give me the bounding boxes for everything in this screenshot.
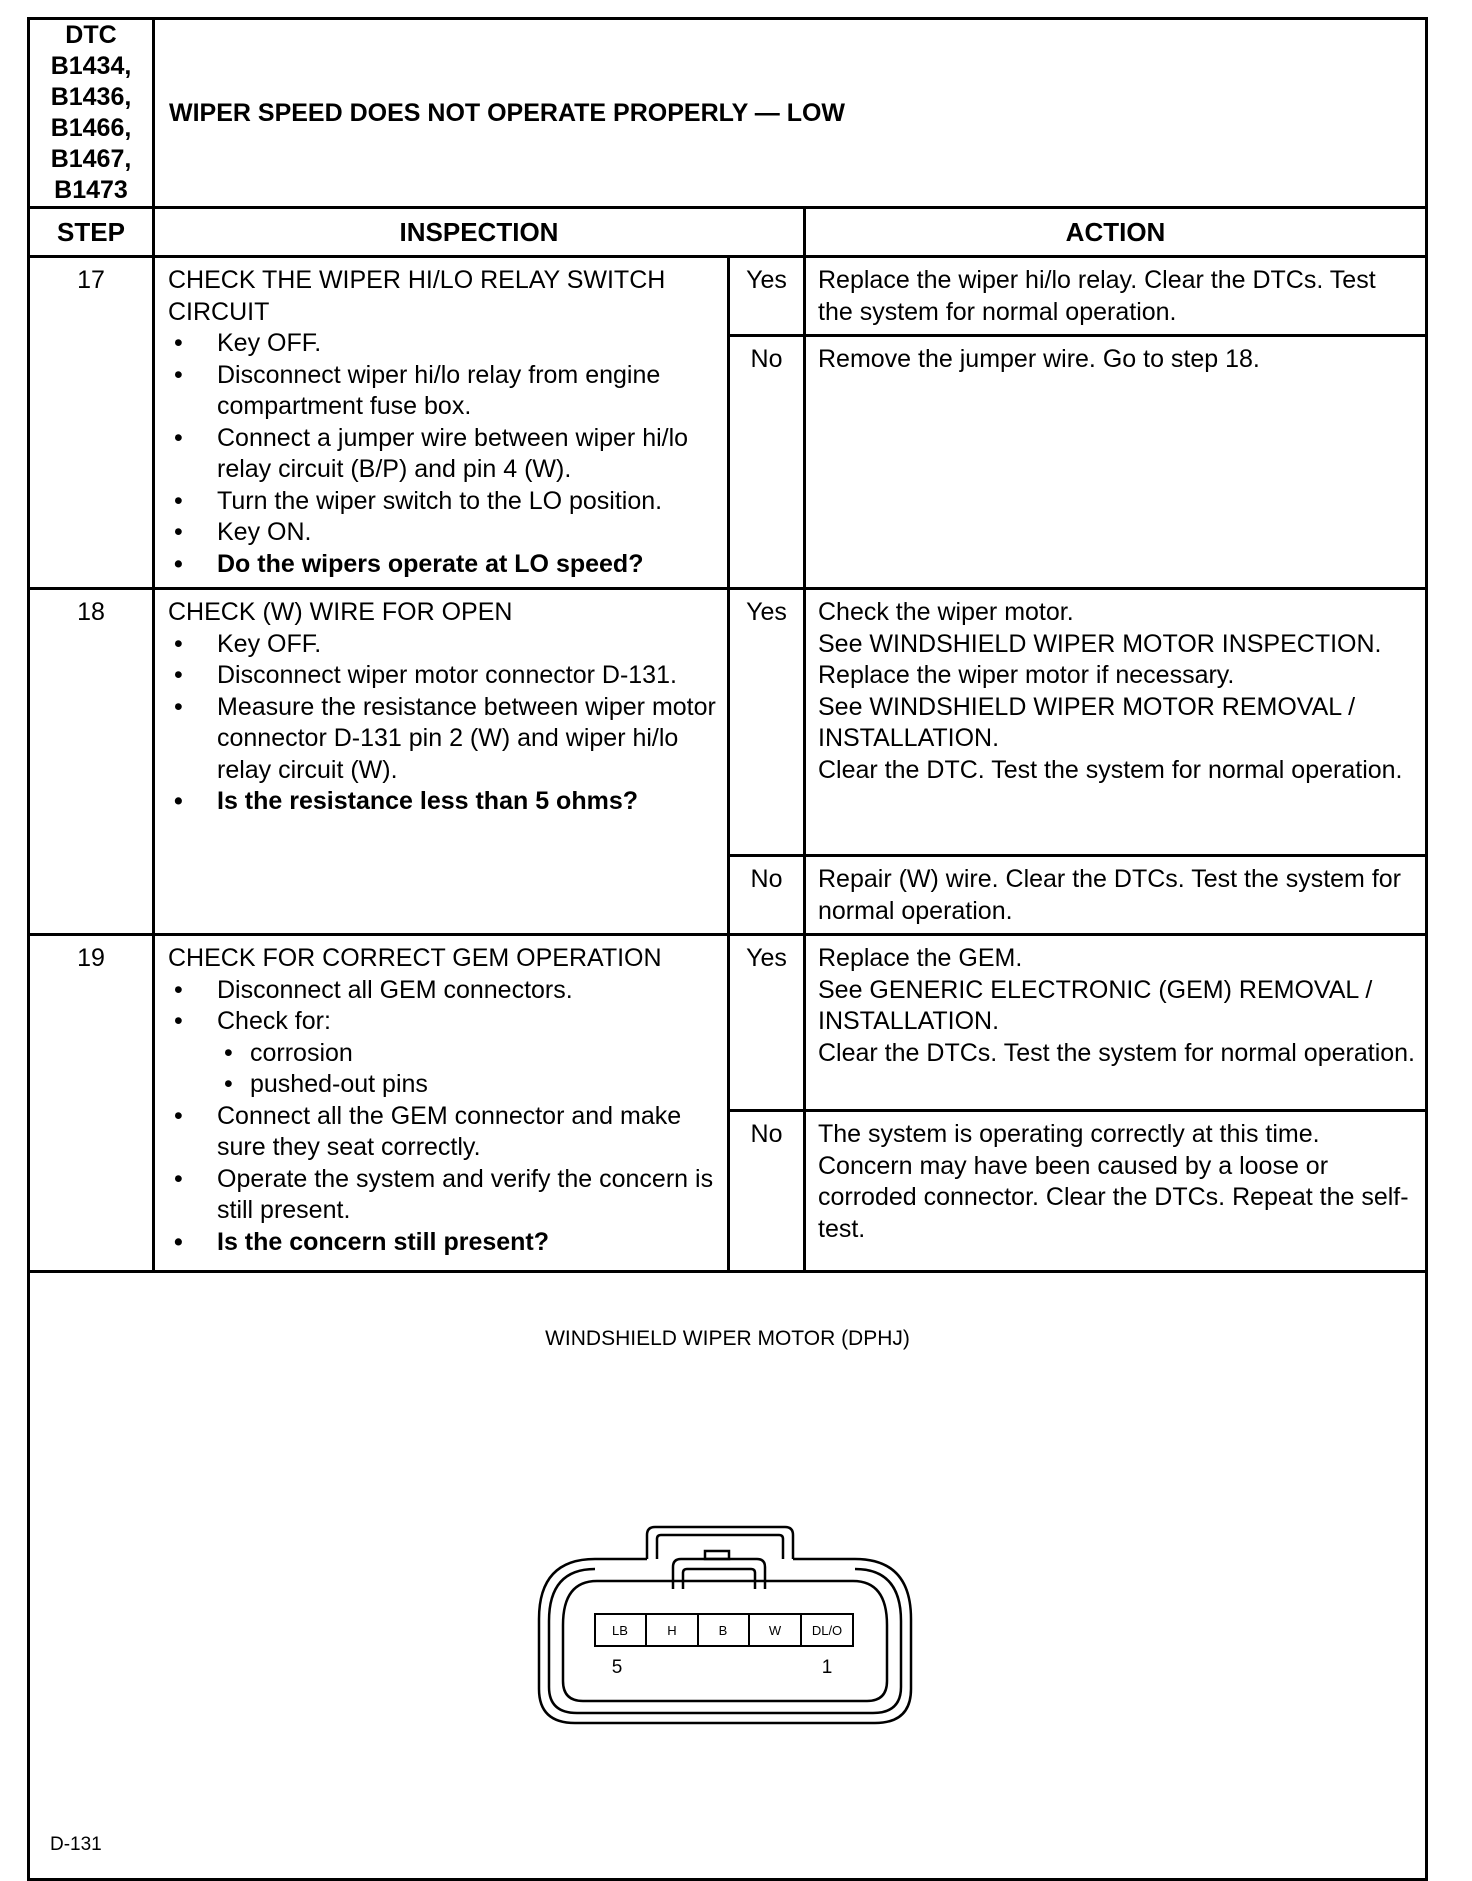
- pin-label: LB: [612, 1623, 628, 1638]
- step-question: • Is the concern still present?: [168, 1227, 717, 1259]
- connector-latch-inner: [657, 1535, 783, 1559]
- step-bullet-list: [168, 629, 717, 818]
- diagnostic-page: [27, 17, 1425, 1881]
- action-text: Check the wiper motor.: [818, 598, 1074, 626]
- step-question: • Is the resistance less than 5 ohms?: [168, 786, 717, 818]
- pin-label: W: [768, 1623, 782, 1638]
- header-row: [29, 19, 1427, 208]
- step-bullet: • Key OFF.: [168, 328, 717, 360]
- dtc-line-1: DTC B1434, B1436,: [50, 21, 132, 111]
- connector-diagram: [535, 1509, 915, 1729]
- action-text: Remove the jumper wire. Go to step 18.: [818, 345, 1260, 373]
- no-action: [805, 336, 1427, 589]
- step-question: • Do the wipers operate at LO speed?: [168, 549, 717, 581]
- step-19-yes-row: [29, 935, 1427, 1111]
- no-label: No: [729, 336, 805, 589]
- connector-latch-tab: [673, 1559, 765, 1589]
- step-18-yes-row: [29, 589, 1427, 856]
- action-text: Replace the wiper hi/lo relay. Clear the DTCs. Test the system for normal operation.: [818, 266, 1376, 326]
- connector-housing-mid: [549, 1569, 901, 1713]
- connector-code: D-131: [50, 1834, 102, 1855]
- diagnostic-table: [27, 17, 1428, 1881]
- action-text: Replace the GEM.: [818, 944, 1023, 972]
- step-bullet: • Check for:: [168, 1006, 717, 1038]
- step-number: 18: [29, 589, 154, 935]
- step-17-yes-row: [29, 257, 1427, 336]
- column-header-step: STEP: [29, 208, 154, 257]
- step-bullet: • Connect a jumper wire between wiper hi/lo relay circuit (B/P) and pin 4 (W).: [168, 423, 717, 486]
- step-sub-bullet: • pushed-out pins: [168, 1069, 717, 1101]
- step-bullet: • Disconnect all GEM connectors.: [168, 975, 717, 1007]
- dtc-codes: [29, 19, 154, 208]
- step-bullet: • Operate the system and verify the concern is still present.: [168, 1164, 717, 1227]
- action-text: See WINDSHIELD WIPER MOTOR INSPECTION.: [818, 629, 1382, 658]
- yes-action: [805, 589, 1427, 856]
- diagram-title: WINDSHIELD WIPER MOTOR (DPHJ): [545, 1327, 910, 1350]
- pin-label: DL/O: [811, 1623, 843, 1638]
- connector-latch-nub: [705, 1551, 729, 1559]
- action-text: Repair (W) wire. Clear the DTCs. Test the system for normal operation.: [818, 865, 1402, 925]
- column-header-row: [29, 208, 1427, 257]
- step-bullet: • Key OFF.: [168, 629, 717, 661]
- action-text: Replace the wiper motor if necessary.: [818, 661, 1235, 689]
- yes-label: Yes: [729, 935, 805, 1111]
- no-label: No: [729, 1111, 805, 1272]
- step-number: 17: [29, 257, 154, 589]
- pin-label: H: [667, 1623, 677, 1638]
- step-bullet: • Measure the resistance between wiper motor connector D-131 pin 2 (W) and wiper hi/lo relay circuit (W).: [168, 692, 717, 787]
- no-label: No: [729, 856, 805, 935]
- step-inspection: [154, 257, 729, 589]
- diagram-row: [29, 1272, 1427, 1880]
- action-text: Clear the DTC. Test the system for normal operation.: [818, 755, 1403, 784]
- column-header-inspection: INSPECTION: [154, 208, 805, 257]
- action-text: See GENERIC ELECTRONIC (GEM) REMOVAL / INSTALLATION.: [818, 975, 1373, 1035]
- step-title: CHECK (W) WIRE FOR OPEN: [168, 598, 513, 626]
- pin-label: B: [718, 1623, 728, 1638]
- step-bullet-list: [168, 975, 717, 1259]
- yes-label: Yes: [729, 589, 805, 856]
- connector-diagram-panel: [29, 1272, 1427, 1880]
- column-header-action: ACTION: [805, 208, 1427, 257]
- step-title: CHECK THE WIPER HI/LO RELAY SWITCH CIRCUIT: [168, 266, 666, 326]
- step-title: CHECK FOR CORRECT GEM OPERATION: [168, 944, 662, 972]
- step-inspection: [154, 589, 729, 935]
- step-inspection: [154, 935, 729, 1272]
- step-bullet: • Key ON.: [168, 517, 717, 549]
- action-text: See WINDSHIELD WIPER MOTOR REMOVAL / INSTALLATION.: [818, 692, 1356, 752]
- page-title: WIPER SPEED DOES NOT OPERATE PROPERLY — LOW: [154, 19, 1427, 208]
- yes-label: Yes: [729, 257, 805, 336]
- step-number: 19: [29, 935, 154, 1272]
- pin-number-right: 1: [821, 1657, 833, 1678]
- action-text: The system is operating correctly at this time. Concern may have been caused by a loose or corroded connector. Clear the DTCs. Repeat the self-test.: [818, 1120, 1409, 1243]
- step-bullet: • Disconnect wiper motor connector D-131.: [168, 660, 717, 692]
- step-bullet: • Disconnect wiper hi/lo relay from engine compartment fuse box.: [168, 360, 717, 423]
- action-text: Clear the DTCs. Test the system for normal operation.: [818, 1038, 1415, 1067]
- dtc-line-2: B1466, B1467, B1473: [50, 114, 132, 204]
- step-bullet: • Connect all the GEM connector and make sure they seat correctly.: [168, 1101, 717, 1164]
- step-sub-bullet: • corrosion: [168, 1038, 717, 1070]
- no-action: [805, 856, 1427, 935]
- step-bullet: • Turn the wiper switch to the LO position.: [168, 486, 717, 518]
- connector-latch-outer: [647, 1527, 793, 1559]
- pin-number-left: 5: [611, 1657, 623, 1678]
- connector-latch-tab-inner: [683, 1569, 755, 1589]
- no-action: [805, 1111, 1427, 1272]
- yes-action: [805, 935, 1427, 1111]
- step-bullet-list: [168, 328, 717, 580]
- connector-housing-inner: [563, 1581, 887, 1701]
- yes-action: [805, 257, 1427, 336]
